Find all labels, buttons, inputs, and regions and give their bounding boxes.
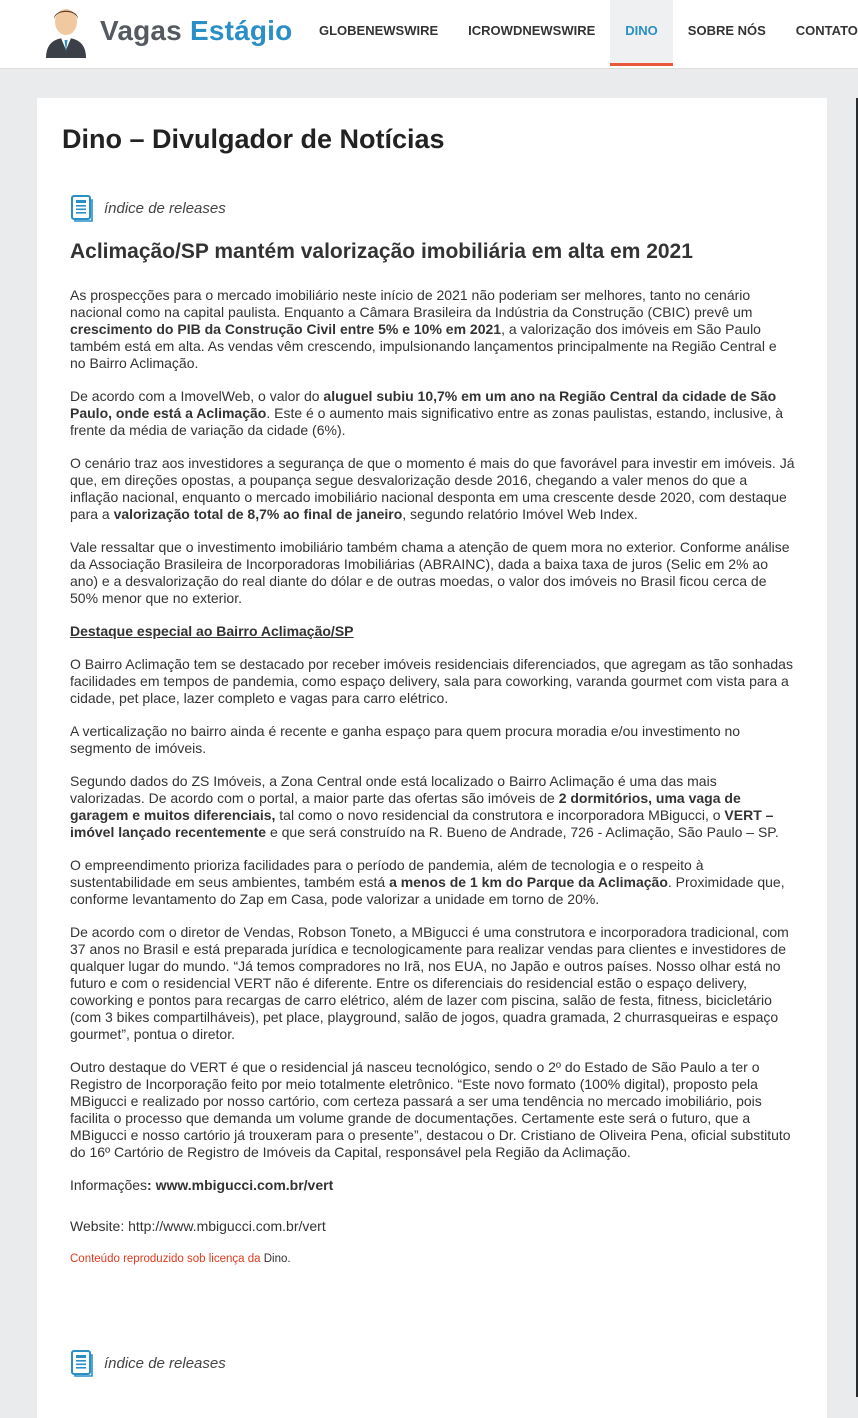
logo-text [100, 15, 292, 47]
p7-text-c: tal como o novo residencial da construtora e incorporadora MBigucci, o [275, 807, 725, 823]
section-subheading: Destaque especial ao Bairro Aclimação/SP [70, 623, 354, 639]
info-line [70, 1177, 795, 1194]
index-link-label: índice de releases [104, 199, 226, 217]
user-avatar-icon [42, 4, 90, 58]
nav-item-dino[interactable]: DINO [610, 0, 673, 66]
document-icon [70, 194, 94, 222]
p2-bold: aluguel subiu 10,7% em um ano na Região Central da cidade de São Paulo, onde está a Aclimação [70, 388, 777, 421]
p8-bold: a menos de 1 km do Parque da Aclimação [389, 874, 668, 890]
paragraph-5: O Bairro Aclimação tem se destacado por receber imóveis residenciais diferenciados, que agregam as tão sonhadas facilidades em tempos de pandemia, como espaço delivery, sala para coworking, varanda gourmet com vista para a cidade, pet place, lazer completo e vagas para carro elétrico. [70, 656, 793, 706]
p3-bold: valorização total de 8,7% ao final de janeiro [113, 506, 403, 522]
index-link-label: índice de releases [104, 1354, 226, 1372]
p8-text-a: O empreendimento prioriza facilidades para o período de pandemia, além de tecnologia e o respeito à sustentabilidade em seus ambientes, também está [70, 857, 704, 890]
p1-text-a: As prospecções para o mercado imobiliário neste início de 2021 não poderiam ser melhores, tanto no cenário nacional como na capital paulista. Enquanto a Câmara Brasileira da Indústria da Construção (CBIC) prevê um [70, 287, 753, 320]
website-line[interactable]: Website: http://www.mbigucci.com.br/vert [70, 1218, 326, 1234]
p8-text-c: . Proximidade que, conforme levantamento do Zap em Casa, pode valorizar a unidade em torno de 20%. [70, 874, 785, 907]
p2-text-a: De acordo com a ImovelWeb, o valor do [70, 388, 324, 404]
paragraph-3 [70, 455, 795, 523]
article-title: Aclimação/SP mantém valorização imobiliária em alta em 2021 [70, 240, 693, 263]
paragraph-10: Outro destaque do VERT é que o residencial já nasceu tecnológico, sendo o 2º do Estado de São Paulo a ter o Registro de Incorporação feito por meio totalmente eletrônico. “Este novo formato (100% digital), proposto pela MBigucci e realizado por nosso cartório, com certeza passará a ser uma tendência no mercado imobiliário, pois facilita o processo que demanda um volume grande de documentações. Certamente este será o futuro, que a MBigucci e nosso cartório já trouxeram para o presente”, destacou o Dr. Cristiano de Oliveira Pena, oficial substituto do 16º Cartório de Registro de Imóveis da Capital, responsável pela Região da Aclimação. [70, 1059, 791, 1160]
site-header [0, 0, 858, 69]
paragraph-2 [70, 388, 795, 439]
site-logo[interactable] [42, 4, 292, 58]
index-link-bottom[interactable] [70, 1349, 226, 1377]
p7-text-a: Segundo dados do ZS Imóveis, a Zona Central onde está localizado o Bairro Aclimação é uma das mais valorizadas. De acordo com o portal, a maior parte das ofertas são imóveis de [70, 773, 717, 806]
index-link-top[interactable] [70, 194, 226, 222]
info-label: Informações [70, 1177, 148, 1193]
p1-text-c: , a valorização dos imóveis em São Paulo também está em alta. As vendas vêm crescendo, impulsionando lançamentos principalmente na Região Central e no Bairro Aclimação. [70, 321, 777, 371]
paragraph-8 [70, 857, 795, 908]
paragraph-6: A verticalização no bairro ainda é recente e ganha espaço para quem procura moradia e/ou investimento no segmento de imóveis. [70, 723, 741, 756]
paragraph-4: Vale ressaltar que o investimento imobiliário também chama a atenção de quem mora no exterior. Conforme análise da Associação Brasileira de Incorporadoras Imobiliárias (ABRAINC), dada a baixa taxa de juros (Selic em 2% ao ano) e a desvalorização do real diante do dólar e de outras moedas, o valor dos imóveis no Brasil ficou cerca de 50% menor que no exterior. [70, 539, 790, 606]
nav-item-sobre-nos[interactable]: SOBRE NÓS [687, 23, 766, 38]
nav-item-globenewswire[interactable]: GLOBENEWSWIRE [319, 23, 439, 38]
license-link[interactable]: Dino. [263, 1253, 291, 1265]
license-note [70, 1251, 795, 1268]
logo-text-part1: Vagas [100, 15, 182, 46]
logo-text-part2: Estágio [189, 15, 293, 46]
info-link[interactable]: : www.mbigucci.com.br/vert [147, 1177, 334, 1193]
main-nav [304, 0, 858, 68]
p2-text-c: . Este é o aumento mais significativo entre as zonas paulistas, estando, inclusive, à frente da média de variação da cidade (6%). [70, 405, 784, 438]
content-card [37, 98, 827, 1418]
document-icon [70, 1349, 94, 1377]
p7-text-e: e que será construído na R. Bueno de Andrade, 726 - Aclimação, São Paulo – SP. [266, 824, 779, 840]
p1-bold: crescimento do PIB da Construção Civil entre 5% e 10% em 2021 [70, 321, 502, 337]
page-title: Dino – Divulgador de Notícias [62, 124, 445, 154]
nav-item-icrowdnewswire[interactable]: ICROWDNEWSWIRE [468, 23, 596, 38]
p3-text-c: , segundo relatório Imóvel Web Index. [402, 506, 638, 522]
article-body [70, 287, 795, 1284]
license-text: Conteúdo reproduzido sob licença da [70, 1253, 264, 1265]
paragraph-9: De acordo com o diretor de Vendas, Robson Toneto, a MBigucci é uma construtora e incorporadora tradicional, com 37 anos no Brasil e está preparada jurídica e tecnologicamente para realizar vendas para clientes e investidores de qualquer lugar do mundo. “Já temos compradores no Irã, nos EUA, no Japão e outros países. Nosso olhar está no futuro e com o residencial VERT não é diferente. Entre os diferenciais do residencial estão o espaço delivery, coworking e pontos para recargas de carro elétrico, além de lazer com piscina, salão de festa, fitness, bicicletário (com 3 bikes compartilháveis), pet place, playground, salão de jogos, quadra gramada, 2 churrasqueiras e espaço gourmet”, pontua o diretor. [70, 924, 789, 1042]
p3-text-a: O cenário traz aos investidores a segurança de que o momento é mais do que favorável para investir em imóveis. Já que, em direções opostas, a poupança segue desvalorização desde 2016, chegando a valer menos do que a inflação nacional, enquanto o mercado imobiliário nacional desponta em uma crescente desde 2020, com destaque para a [70, 455, 795, 522]
p7-bold-2: VERT – imóvel lançado recentemente [70, 807, 774, 840]
nav-item-contato[interactable]: CONTATO [795, 23, 858, 38]
p7-bold-1: 2 dormitórios, uma vaga de garagem e muitos diferenciais, [70, 790, 741, 823]
paragraph-1 [70, 287, 795, 372]
paragraph-7 [70, 773, 795, 841]
